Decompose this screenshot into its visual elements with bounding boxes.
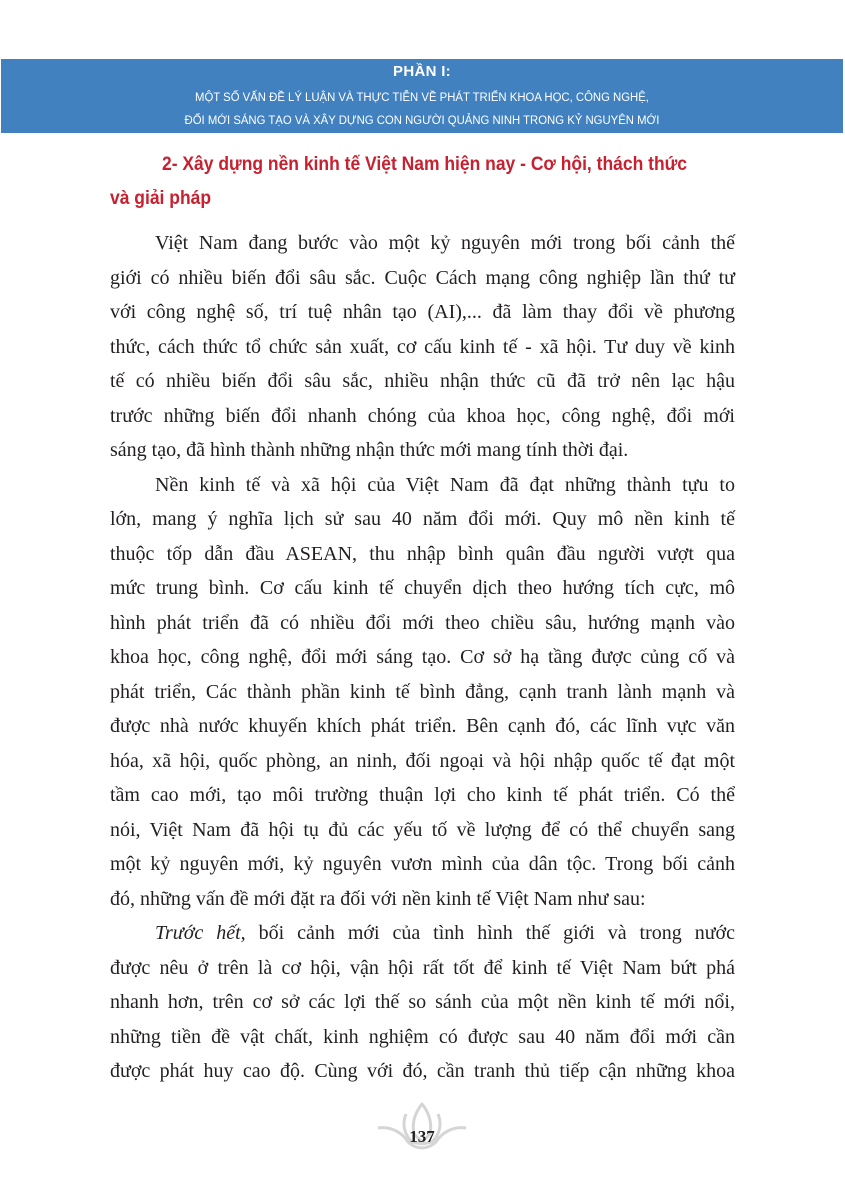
page-number: 137 xyxy=(409,1127,435,1146)
paragraph-2-line: phát triển, Các thành phần kinh tế bình đẳng, cạnh tranh lành mạnh và xyxy=(110,680,735,703)
paragraph-2-line: Nền kinh tế và xã hội của Việt Nam đã đạt những thành tựu to xyxy=(155,473,735,496)
paragraph-2-line: đó, những vấn đề mới đặt ra đối với nền kinh tế Việt Nam như sau: xyxy=(110,887,646,910)
paragraph-1-line: tế có nhiều biến đổi sâu sắc, nhiều nhận thức cũ đã trở nên lạc hậu xyxy=(110,370,735,392)
section-heading-line-1: 2- Xây dựng nền kinh tế Việt Nam hiện nay - Cơ hội, thách thức xyxy=(162,154,688,175)
part-subtitle-line-2: ĐỔI MỚI SÁNG TẠO VÀ XÂY DỰNG CON NGƯỜI QUẢNG NINH TRONG KỶ NGUYÊN MỚI xyxy=(184,113,660,127)
section-heading-line-2: và giải pháp xyxy=(110,188,212,209)
paragraph-1-line: trước những biến đổi nhanh chóng của khoa học, công nghệ, đổi mới xyxy=(110,404,735,427)
paragraph-2-line: thuộc tốp dẫn đầu ASEAN, thu nhập bình quân đầu người vượt qua xyxy=(110,542,735,565)
paragraph-2-line: lớn, mang ý nghĩa lịch sử sau 40 năm đổi mới. Quy mô nền kinh tế xyxy=(110,508,735,530)
paragraph-1-line: sáng tạo, đã hình thành những nhận thức mới mang tính thời đại. xyxy=(110,439,629,461)
part-label: PHẦN I: xyxy=(393,63,451,80)
paragraph-2-line: nói, Việt Nam đã hội tụ đủ các yếu tố về lượng để có thể chuyển sang xyxy=(110,818,735,841)
part-subtitle-line-1: MỘT SỐ VẤN ĐỀ LÝ LUẬN VÀ THỰC TIỄN VỀ PHÁT TRIỂN KHOA HỌC, CÔNG NGHỆ, xyxy=(195,90,649,104)
paragraph-3-line: những tiền đề vật chất, kinh nghiệm có được sau 40 năm đổi mới cần xyxy=(110,1025,735,1048)
paragraph-1-line: với công nghệ số, trí tuệ nhân tạo (AI),... đã làm thay đổi về phương xyxy=(110,301,735,323)
paragraph-1-line: Việt Nam đang bước vào một kỷ nguyên mới trong bối cảnh thế xyxy=(155,232,735,254)
paragraph-1-line: thức, cách thức tổ chức sản xuất, cơ cấu kinh tế - xã hội. Tư duy về kinh xyxy=(110,335,735,358)
paragraph-3-line: được nêu ở trên là cơ hội, vận hội rất tốt để kinh tế Việt Nam bứt phá xyxy=(110,956,735,979)
paragraph-3-line: được phát huy cao độ. Cùng với đó, cần tranh thủ tiếp cận những khoa xyxy=(110,1060,735,1082)
paragraph-2-line: một kỷ nguyên mới, kỷ nguyên vươn mình của dân tộc. Trong bối cảnh xyxy=(110,853,735,875)
paragraph-2-line: hình phát triển đã có nhiều đổi mới theo chiều sâu, hướng mạnh vào xyxy=(110,611,735,634)
paragraph-2-line: hóa, xã hội, quốc phòng, an ninh, đối ngoại và hội nhập quốc tế đạt một xyxy=(110,749,735,772)
paragraph-2-line: được nhà nước khuyến khích phát triển. Bên cạnh đó, các lĩnh vực văn xyxy=(110,715,735,737)
part-header-banner xyxy=(1,59,843,133)
italic-lead: Trước hết, xyxy=(155,922,246,944)
paragraph-2-line: tầm cao mới, tạo môi trường thuận lợi cho kinh tế phát triển. Có thể xyxy=(110,784,735,806)
paragraph-2-line: mức trung bình. Cơ cấu kinh tế chuyển dịch theo hướng tích cực, mô xyxy=(110,577,735,599)
paragraph-3-line-1-text: bối cảnh mới của tình hình thế giới và trong nước xyxy=(258,922,736,944)
page-footer xyxy=(372,1100,472,1160)
paragraph-2-line: khoa học, công nghệ, đổi mới sáng tạo. Cơ sở hạ tầng được củng cố và xyxy=(110,646,735,668)
paragraph-3-line-1 xyxy=(155,916,735,950)
paragraph-3-line: nhanh hơn, trên cơ sở các lợi thế so sánh của một nền kinh tế mới nổi, xyxy=(110,991,735,1013)
paragraph-1-line: giới có nhiều biến đổi sâu sắc. Cuộc Cách mạng công nghiệp lần thứ tư xyxy=(110,266,735,289)
